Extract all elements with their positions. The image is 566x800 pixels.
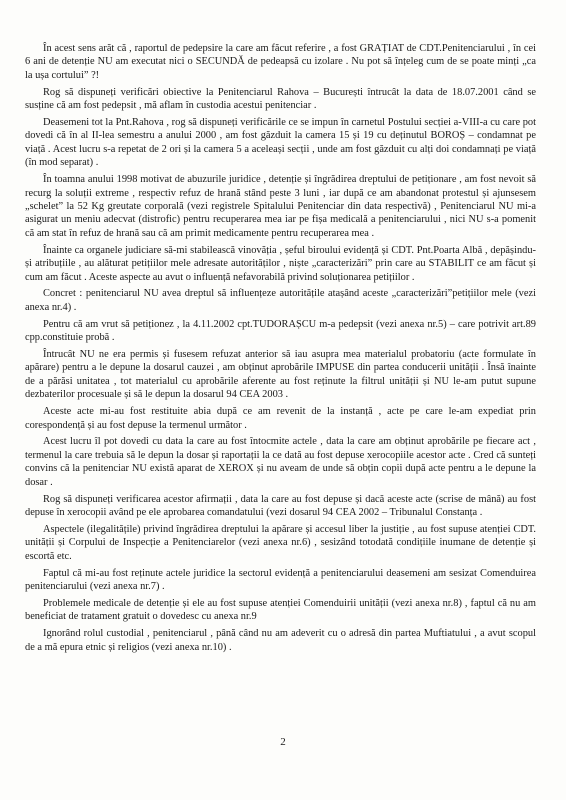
paragraph-5: Înainte ca organele judiciare să-mi stabilească vinovăția , șeful biroului evidență și CDT. Pnt.Poarta Albă , depășindu-și atribuțiile , au alăturat petițiilor mele adresate autorităților , niște „caracterizări” prin care au STABILIT ce am făcut și cum am făcut . Aceste aspecte au avut o influență nefavorabilă privind soluționarea petițiilor . — [25, 244, 536, 283]
document-body — [25, 42, 536, 658]
paragraph-10: Acest lucru îl pot dovedi cu data la care au fost întocmite actele , data la care am obținut aprobările pe fiecare act , termenul la care trebuia să le depun la dosar și raportații la ce dată au fost depuse xerocopiile acestor acte . Cred că sunteți convins că la penitenciar NU există aparat de XEROX și nu aveam de unde să obțin copii după acte pentru a le depune la dosar . — [25, 436, 536, 488]
paragraph-1: În acest sens arăt că , raportul de pedepsire la care am făcut referire , a fost GRAȚIAT de CDT.Penitenciarului , în cei 6 ani de detenție NU am executat nici o SECUNDĂ de pedeapsă cu izolare . Nu pot să înțeleg cum de se poate minți „ca la ușa cortului” ?! — [25, 43, 536, 81]
paragraph-2: Rog să dispuneți verificări obiective la Penitenciarul Rahova – București întrucât la data de 18.07.2001 când se susține că am fost pedepsit , mă aflam în custodia acestui penitenciar . — [25, 86, 536, 112]
paragraph-6: Concret : penitenciarul NU avea dreptul să influențeze autoritățile atașând aceste „caracterizări”petițiilor mele (vezi anexa nr.4) . — [25, 288, 536, 313]
paragraph-9: Aceste acte mi-au fost restituite abia după ce am revenit de la instanță , acte pe care le-am expediat prin corespondență și au fost depuse la termenul următor . — [25, 406, 536, 431]
paragraph-7: Pentru că am vrut să petiționez , la 4.11.2002 cpt.TUDORAȘCU m-a pedepsit (vezi anexa nr.5) – care potrivit art.89 cpp.constituie probă . — [25, 318, 536, 344]
paragraph-12: Aspectele (ilegalitățile) privind îngrădirea dreptului la apărare și accesul liber la justiție , au fost supuse atenției CDT. unității și Corpului de Inspecție a Penitenciarelor (vezi anexa nr.6) , sesizând totodată condițiile inumane de detenție și escortă etc. — [25, 523, 536, 562]
page-number: 2 — [280, 736, 286, 748]
paragraph-14: Problemele medicale de detenție și ele au fost supuse atenției Comenduirii unității (vezi anexa nr.8) , faptul că nu am beneficiat de tratament gratuit o dovedesc cu anexa nr.9 — [25, 597, 536, 623]
paragraph-15: Ignorând rolul custodial , penitenciarul , până când nu am adeverit cu o adresă din partea Muftiatului , a avut scopul de a mă epura etnic și religios (vezi anexa nr.10) . — [25, 628, 536, 653]
paragraph-4: În toamna anului 1998 motivat de abuzurile juridice , detenție și îngrădirea dreptului de petiționare , am fost nevoit să recurg la soluții extreme , respectiv refuz de hrană stând peste 3 luni , iar după ce am abandonat protestul și ajunsesem „schelet” la 52 Kg greutate corporală (vezi registrele Spitalului Penitenciar din data respectivă) , Penitenciarul NU mi-a asigurat un meniu adecvat (distrofic) pentru recuperarea mea iar pe fișa medicală a penitenciarului , nici NU s-a pomenit că am stat în refuz de hrană sau că am primit medicamente pentru recuperarea mea . — [25, 174, 536, 239]
paragraph-13: Faptul că mi-au fost reținute actele juridice la sectorul evidență a penitenciarului deasemeni am sesizat Comenduirea penitenciarului (vezi anexa nr.7) . — [25, 567, 536, 593]
paragraph-11: Rog să dispuneți verificarea acestor afirmații , data la care au fost depuse și dacă aceste acte (scrise de mână) au fost depuse în xerocopii având pe ele aprobarea comandatului (vezi dosarul 94 CEA 2002 – Tribunalul Constanța . — [25, 493, 536, 518]
paragraph-3: Deasemeni tot la Pnt.Rahova , rog să dispuneți verificările ce se impun în carnetul Postului secției a-VIII-a cu care pot dovedi că în al II-lea semestru a anului 2000 , am fost găzduit la camera 15 și 19 cu deținutul BOROȘ – condamnat pe viață . Acest lucru s-a repetat de 2 ori și la camera 5 a aceleași secții , unde am fost găzduit cu alți doi condamnați pe viață (în mod separat) . — [25, 117, 536, 169]
paragraph-8: Întrucât NU ne era permis și fusesem refuzat anterior să iau asupra mea materialul probatoriu (acte formulate în apărare) pentru a le depune la dosarul cauzei , am obținut aprobările IMPUSE din partea conducerii unității . Însă înainte de a părăsi unitatea , tot materialul cu aprobările aferente au fost reținute la filtrul unității și NU le-am putut supune dezbaterilor procesuale și să le depun la dosarul 94 CEA 2003 . — [25, 349, 536, 401]
